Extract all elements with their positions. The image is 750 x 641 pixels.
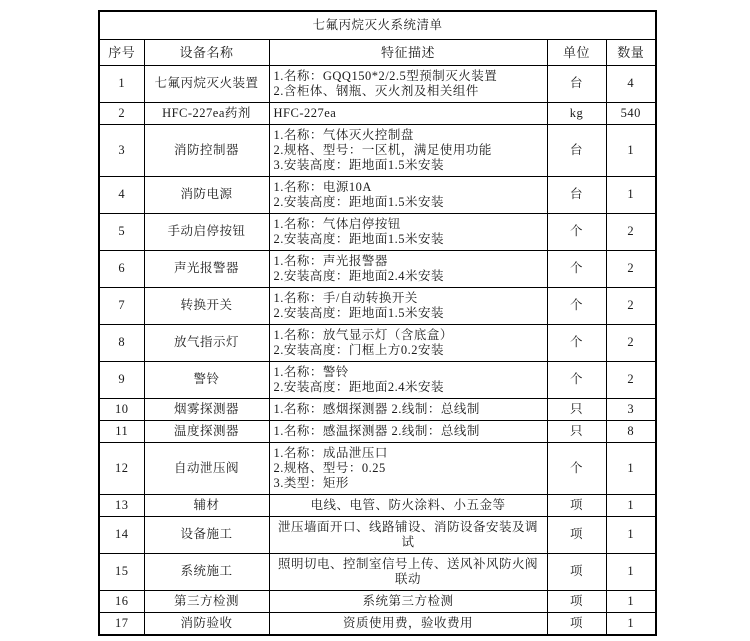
table-row (99, 124, 656, 176)
description-cell (269, 442, 547, 494)
unit-cell: 个 (547, 287, 606, 324)
unit-cell: 个 (547, 361, 606, 398)
description-line: 2.安装高度：距地面1.5米安装 (273, 305, 445, 320)
device-name-cell: 手动启停按钮 (144, 213, 269, 250)
row-no-cell: 7 (99, 287, 144, 324)
description-line: 2.含柜体、钢瓶、灭火剂及相关组件 (273, 83, 479, 98)
row-no-cell: 14 (99, 516, 144, 553)
column-header-name: 设备名称 (144, 39, 269, 65)
unit-cell: 只 (547, 398, 606, 420)
description-line: 电线、电管、防火涂料、小五金等 (310, 497, 506, 512)
description-line: 2.安装高度：距地面1.5米安装 (273, 194, 445, 209)
quantity-cell: 8 (606, 420, 656, 442)
unit-cell: kg (547, 102, 606, 124)
table-row (99, 398, 656, 420)
quantity-cell: 1 (606, 442, 656, 494)
device-name-cell: 消防验收 (144, 612, 269, 635)
table-row (99, 213, 656, 250)
description-line: 1.名称：感温探测器 2.线制：总线制 (273, 423, 480, 438)
unit-cell: 项 (547, 612, 606, 635)
table-row (99, 590, 656, 612)
device-name-cell: 放气指示灯 (144, 324, 269, 361)
row-no-cell: 2 (99, 102, 144, 124)
description-line: HFC-227ea (273, 105, 337, 120)
row-no-cell: 9 (99, 361, 144, 398)
quantity-cell: 4 (606, 65, 656, 102)
unit-cell: 个 (547, 324, 606, 361)
title-row (99, 11, 656, 39)
device-name-cell: 七氟丙烷灭火装置 (144, 65, 269, 102)
table-row (99, 361, 656, 398)
table-row (99, 250, 656, 287)
unit-cell: 个 (547, 213, 606, 250)
quantity-cell: 1 (606, 590, 656, 612)
row-no-cell: 8 (99, 324, 144, 361)
description-cell (269, 361, 547, 398)
description-cell (269, 324, 547, 361)
device-name-cell: 第三方检测 (144, 590, 269, 612)
description-line: 2.规格、型号：一区机，满足使用功能 (273, 142, 492, 157)
description-line: 2.安装高度：距地面1.5米安装 (273, 231, 445, 246)
column-header-desc: 特征描述 (269, 39, 547, 65)
description-line: 1.名称：电源10A (273, 179, 372, 194)
description-line: 系统第三方检测 (362, 593, 454, 608)
table-row (99, 176, 656, 213)
description-line: 3.安装高度：距地面1.5米安装 (273, 157, 445, 172)
table-row (99, 612, 656, 635)
device-name-cell: 自动泄压阀 (144, 442, 269, 494)
description-line: 1.名称：放气显示灯（含底盒） (273, 327, 453, 342)
description-cell (269, 590, 547, 612)
table-row (99, 494, 656, 516)
device-name-cell: 烟雾探测器 (144, 398, 269, 420)
table-row (99, 287, 656, 324)
description-line: 2.安装高度：门框上方0.2安装 (273, 342, 445, 357)
header-row (99, 39, 656, 65)
description-cell (269, 516, 547, 553)
device-name-cell: 声光报警器 (144, 250, 269, 287)
device-name-cell: 辅材 (144, 494, 269, 516)
description-cell (269, 102, 547, 124)
device-name-cell: 系统施工 (144, 553, 269, 590)
description-cell (269, 213, 547, 250)
description-cell (269, 420, 547, 442)
device-name-cell: 警铃 (144, 361, 269, 398)
unit-cell: 项 (547, 516, 606, 553)
description-cell (269, 124, 547, 176)
unit-cell: 只 (547, 420, 606, 442)
unit-cell: 台 (547, 65, 606, 102)
unit-cell: 台 (547, 124, 606, 176)
column-header-qty: 数量 (606, 39, 656, 65)
device-name-cell: 消防控制器 (144, 124, 269, 176)
row-no-cell: 1 (99, 65, 144, 102)
unit-cell: 项 (547, 590, 606, 612)
quantity-cell: 2 (606, 361, 656, 398)
equipment-table (98, 10, 657, 636)
row-no-cell: 4 (99, 176, 144, 213)
row-no-cell: 12 (99, 442, 144, 494)
quantity-cell: 2 (606, 213, 656, 250)
description-line: 1.名称：成品泄压口 (273, 445, 388, 460)
description-cell (269, 250, 547, 287)
column-header-unit: 单位 (547, 39, 606, 65)
description-cell (269, 176, 547, 213)
table-row (99, 442, 656, 494)
quantity-cell: 1 (606, 553, 656, 590)
description-cell (269, 398, 547, 420)
table-row (99, 102, 656, 124)
description-line: 资质使用费，验收费用 (342, 615, 473, 630)
description-line: 1.名称：气体灭火控制盘 (273, 127, 414, 142)
row-no-cell: 17 (99, 612, 144, 635)
quantity-cell: 2 (606, 287, 656, 324)
row-no-cell: 5 (99, 213, 144, 250)
description-line: 3.类型：矩形 (273, 475, 349, 490)
device-name-cell: 温度探测器 (144, 420, 269, 442)
description-cell (269, 494, 547, 516)
description-line: 泄压墙面开口、线路铺设、消防设备安装及调试 (277, 519, 538, 549)
description-line: 1.名称：手/自动转换开关 (273, 290, 418, 305)
description-line: 1.名称：气体启停按钮 (273, 216, 401, 231)
device-name-cell: HFC-227ea药剂 (144, 102, 269, 124)
unit-cell: 台 (547, 176, 606, 213)
row-no-cell: 10 (99, 398, 144, 420)
unit-cell: 个 (547, 250, 606, 287)
quantity-cell: 1 (606, 176, 656, 213)
description-line: 2.安装高度：距地面2.4米安装 (273, 268, 445, 283)
table-row (99, 420, 656, 442)
quantity-cell: 540 (606, 102, 656, 124)
description-cell (269, 612, 547, 635)
row-no-cell: 13 (99, 494, 144, 516)
column-header-no: 序号 (99, 39, 144, 65)
unit-cell: 个 (547, 442, 606, 494)
device-name-cell: 设备施工 (144, 516, 269, 553)
description-cell (269, 287, 547, 324)
quantity-cell: 3 (606, 398, 656, 420)
description-line: 照明切电、控制室信号上传、送风补风防火阀联动 (277, 556, 538, 586)
table-row (99, 553, 656, 590)
row-no-cell: 16 (99, 590, 144, 612)
quantity-cell: 1 (606, 494, 656, 516)
description-cell (269, 553, 547, 590)
row-no-cell: 15 (99, 553, 144, 590)
quantity-cell: 2 (606, 250, 656, 287)
table-title: 七氟丙烷灭火系统清单 (99, 11, 656, 39)
table-row (99, 324, 656, 361)
unit-cell: 项 (547, 553, 606, 590)
table-body (99, 65, 656, 635)
description-line: 1.名称：感烟探测器 2.线制：总线制 (273, 401, 480, 416)
row-no-cell: 3 (99, 124, 144, 176)
device-name-cell: 转换开关 (144, 287, 269, 324)
quantity-cell: 2 (606, 324, 656, 361)
table-row (99, 516, 656, 553)
description-line: 1.名称：GQQ150*2/2.5型预制灭火装置 (273, 68, 498, 83)
description-cell (269, 65, 547, 102)
device-name-cell: 消防电源 (144, 176, 269, 213)
unit-cell: 项 (547, 494, 606, 516)
quantity-cell: 1 (606, 516, 656, 553)
description-line: 1.名称：声光报警器 (273, 253, 388, 268)
description-line: 1.名称：警铃 (273, 364, 349, 379)
quantity-cell: 1 (606, 612, 656, 635)
row-no-cell: 11 (99, 420, 144, 442)
row-no-cell: 6 (99, 250, 144, 287)
description-line: 2.规格、型号：0.25 (273, 460, 386, 475)
quantity-cell: 1 (606, 124, 656, 176)
table-row (99, 65, 656, 102)
description-line: 2.安装高度：距地面2.4米安装 (273, 379, 445, 394)
